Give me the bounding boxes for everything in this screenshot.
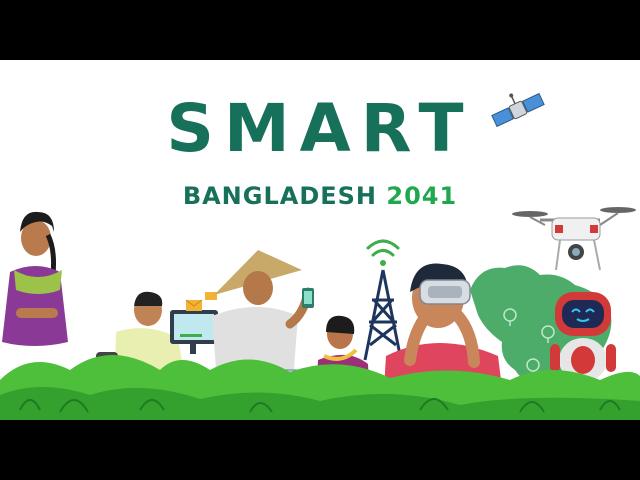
subtitle-year: 2041 (386, 182, 458, 210)
illustration (0, 60, 640, 420)
wifi-signal-icon (368, 241, 398, 266)
letterbox-top (0, 0, 640, 60)
cell-tower (365, 270, 401, 360)
letterbox-bottom (0, 420, 640, 480)
poster-stage (0, 60, 640, 420)
satellite-icon (487, 83, 545, 128)
drone-icon (512, 207, 636, 270)
vr-headset-icon (420, 280, 470, 304)
subtitle-bangladesh: BANGLADESH (182, 182, 378, 210)
phone-icon (302, 288, 314, 308)
envelope-icon (186, 292, 217, 311)
title-smart: SMART (166, 90, 474, 167)
woman-standing (2, 212, 68, 346)
